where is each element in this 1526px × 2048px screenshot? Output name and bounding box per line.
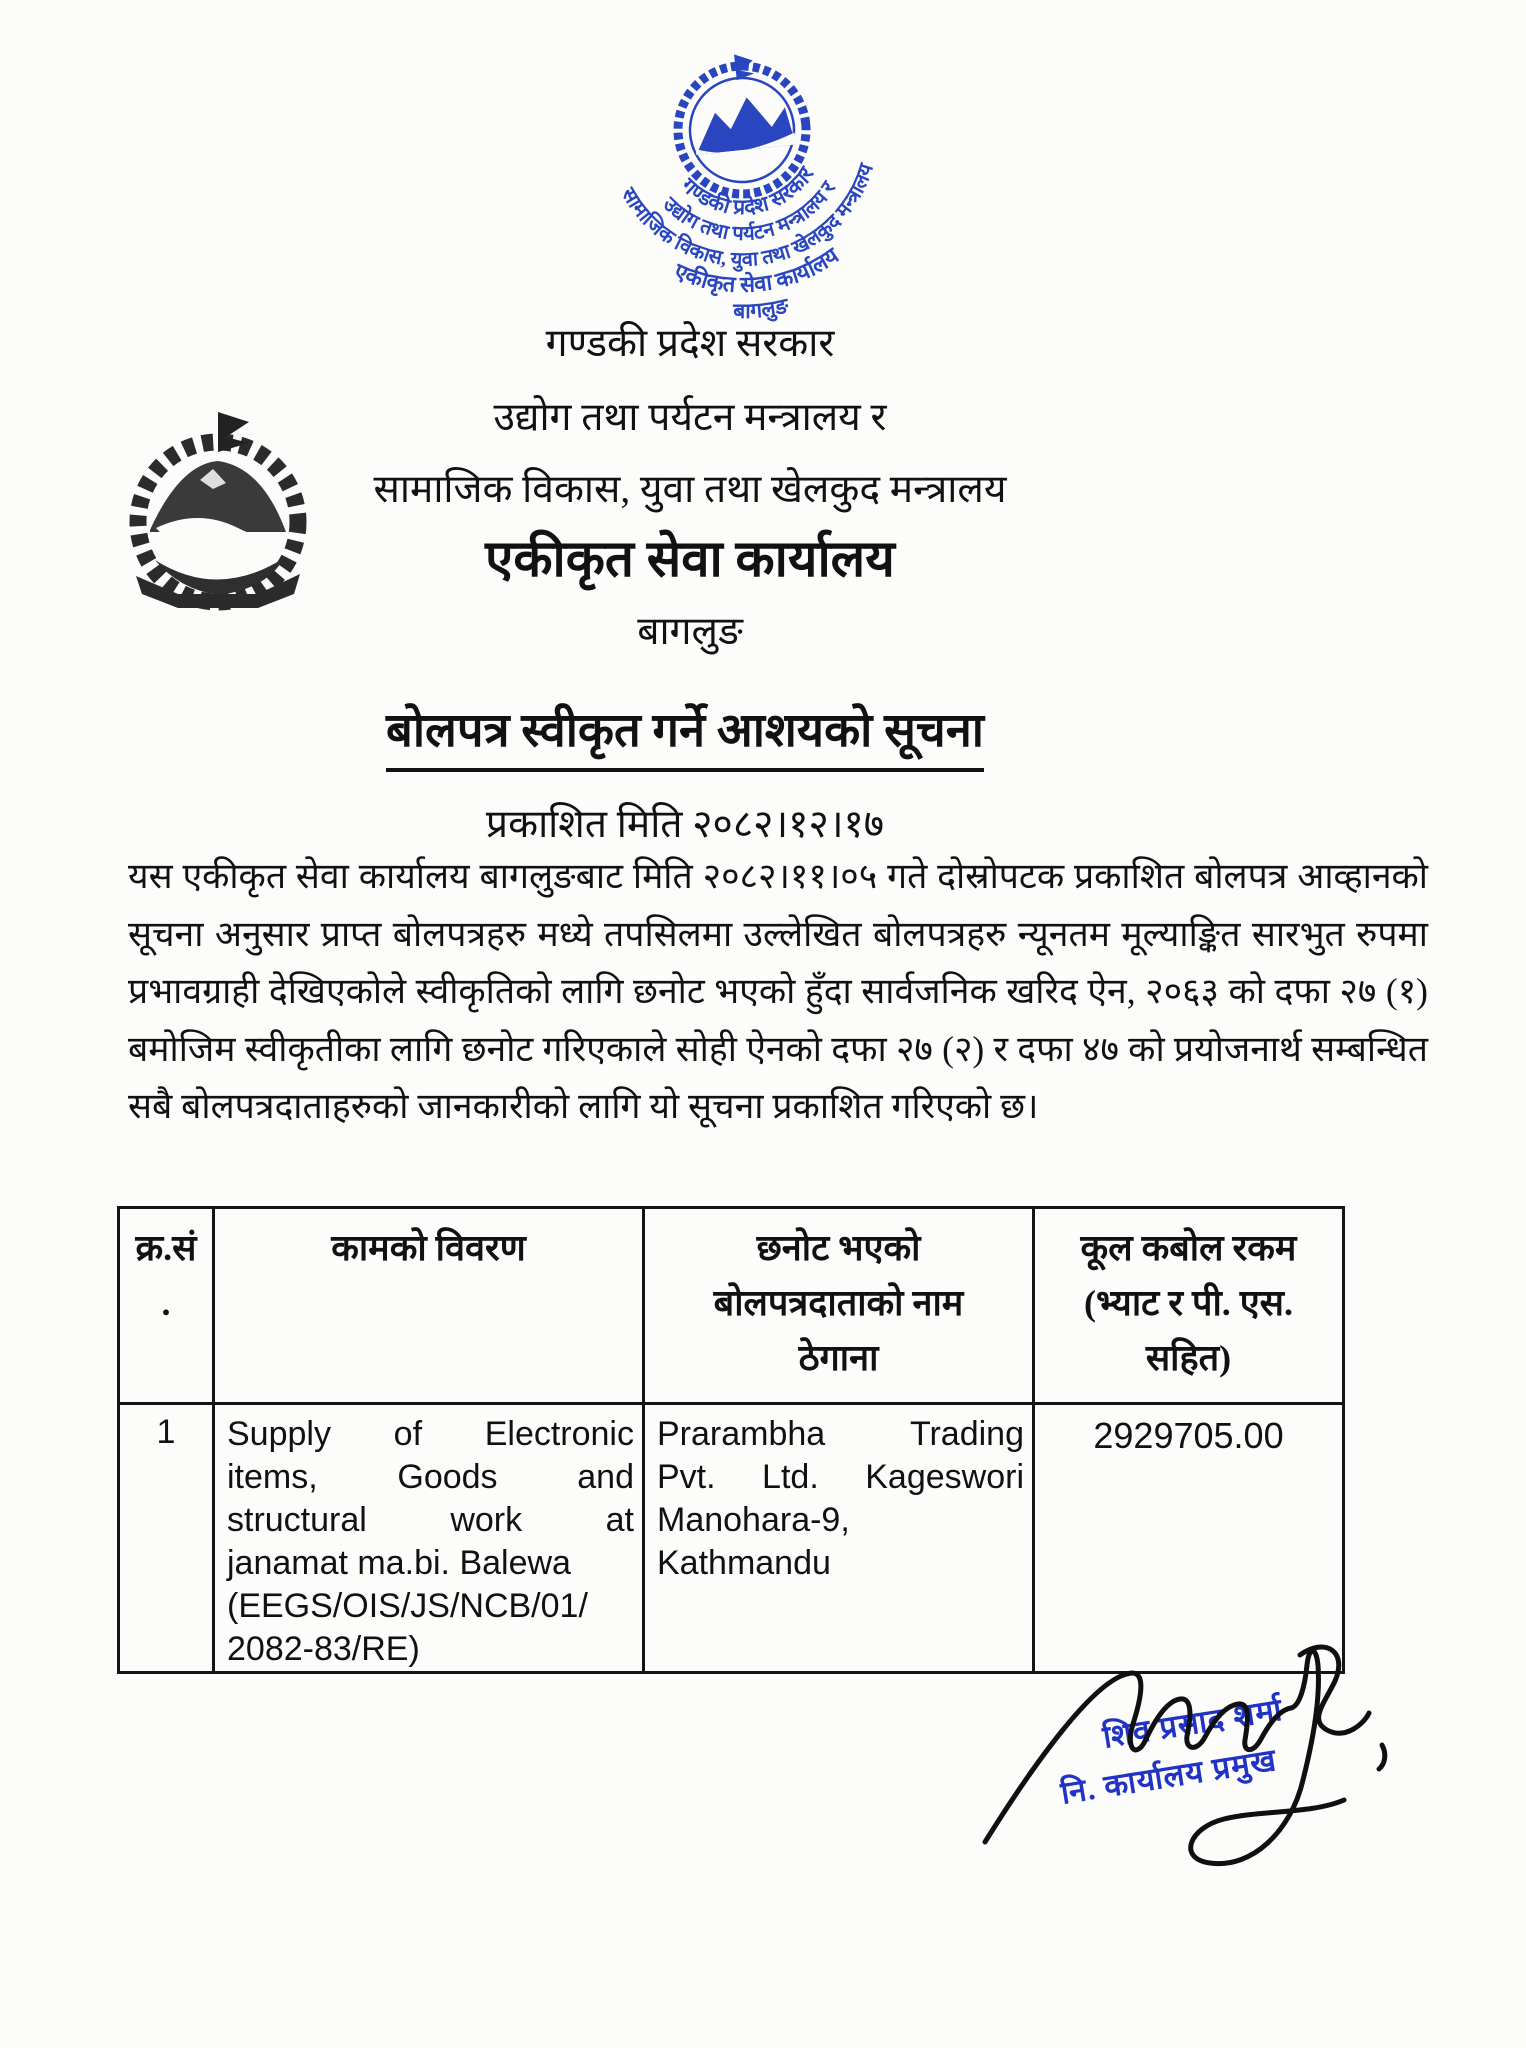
stamp-arc-text: सामाजिक विकास, युवा तथा खेलकुद मन्त्रालय [616,161,878,272]
title-block [0,696,1370,849]
notice-title: बोलपत्र स्वीकृत गर्ने आशयको सूचना [386,696,984,772]
stamp-arc-text: बागलुङ [733,293,791,323]
header-serial-number: क्र.सं . [119,1208,214,1404]
header-work-description: कामको विवरण [214,1208,644,1404]
signatory-title: नि. कार्यालय प्रमुख [1058,1742,1280,1811]
notice-body-paragraph: यस एकीकृत सेवा कार्यालय बागलुङबाट मिति २०८२।११।०५ गते दोस्रोपटक प्रकाशित बोलपत्र आव्हानको सूचना अनुसार प्राप्त बोलपत्रहरु मध्ये तपसिलमा उल्लेखित बोलपत्रहरु न्यूनतम मूल्याङ्कित सारभुत रुपमा प्रभावग्राही देखिएकोले स्वीकृतिको लागि छनोट भएको हुँदा सार्वजनिक खरिद ऐन, २०६३ को दफा २७ (१) बमोजिम स्वीकृतीका लागि छनोट गरिएकाले सोही ऐनको दफा २७ (२) र दफा ४७ को प्रयोजनार्थ सम्बन्धित सबै बोलपत्रदाताहरुको जानकारीको लागि यो सूचना प्रकाशित गरिएको छ। [128,856,1428,1126]
cell-bid-amount: 2929705.00 [1034,1404,1344,1673]
ministry-line-2: सामाजिक विकास, युवा तथा खेलकुद मन्त्रालय [373,468,1007,511]
bid-selection-table [117,1206,1345,1674]
office-round-stamp [470,46,1030,356]
government-name: गण्डकी प्रदेश सरकार [545,322,835,365]
cell-work-description: Supply of Electronic items, Goods and structural work at janamat ma.bi. Balewa (EEGS/OIS/JS/NCB/01/ 2082-83/RE) [214,1404,644,1673]
letterhead [0,318,1380,658]
signatory-name: शिव प्रसाद शर्मा [1100,1691,1286,1755]
ministry-line-1: उद्योग तथा पर्यटन मन्त्रालय र [493,396,887,439]
published-date: प्रकाशित मिति २०८२।१२।१७ [485,803,885,846]
stamp-arc-text: गण्डकी प्रदेश सरकार [676,162,819,220]
header-selected-bidder: छनोट भएको बोलपत्रदाताको नाम ठेगाना [644,1208,1034,1404]
office-location: बागलुङ [637,610,743,653]
svg-text:सामाजिक विकास, युवा तथा खेलकुद [615,158,887,285]
office-name: एकीकृत सेवा कार्यालय [485,532,895,588]
stamp-flag-icon [734,53,755,81]
stamp-arc-text: एकीकृत सेवा कार्यालय [670,242,844,298]
header-total-amount: कूल कबोल रकम (भ्याट र पी. एस. सहित) [1034,1208,1344,1404]
table-header-row [119,1208,1344,1404]
stamp-arc-text: उद्योग तथा पर्यटन मन्त्रालय र [658,177,841,246]
signature-block [955,1630,1395,1900]
handwritten-signature [955,1630,1395,1900]
cell-selected-bidder: Prarambha Trading Pvt. Ltd. Kageswori Manohara-9, Kathmandu [644,1404,1034,1673]
cell-serial-number: 1 [119,1404,214,1673]
